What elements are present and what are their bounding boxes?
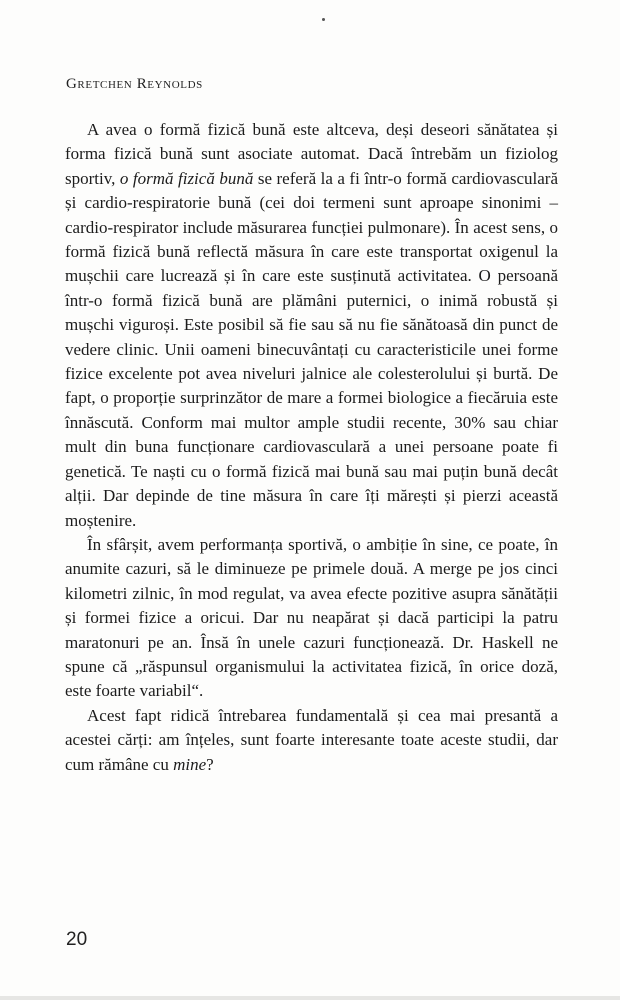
paragraph-2-segment-1: În sfârșit, avem performanța sportivă, o ambiție în sine, ce poate, în anumite cazuri, să le diminueze pe primele două. A merge pe jos cinci kilometri zilnic, în mod regulat, va avea efecte pozitive asupra sănătății și formei fizice a oricui. Dar nu neapărat și dacă participi la patru maratonuri pe an. Însă în unele cazuri funcționează. Dr. Haskell ne spune că „răspunsul organismului la activitatea fizică, în orice doză, este foarte variabil“. (65, 534, 558, 701)
paragraph-3 (65, 704, 558, 777)
paragraph-3-segment-3: ? (206, 754, 214, 774)
page-bottom-edge (0, 996, 620, 1000)
page-number: 20 (66, 929, 88, 950)
page-speck (322, 18, 325, 21)
paragraph-1-segment-3: se referă la a fi într-o formă cardiovasculară și cardio-respiratorie bună (cei doi termeni sunt aproape sinonimi – cardio-respirator include măsurarea funcției pulmonare). În acest sens, o formă fizică bună reflectă măsura în care este transportat oxigenul la mușchii care lucrează și în care este susținută activitatea. O persoană într-o formă fizică bună are plămâni puternici, o inimă robustă și mușchi viguroși. Este posibil să fie sau să nu fie sănătoasă din punct de vedere clinic. Unii oameni binecuvântați cu caracteristicile unei forme fizice excelente pot avea niveluri jalnice ale colesterolului și burtă. De fapt, o proporție surprinzător de mare a formei biologice a fiecăruia este înnăscută. Conform mai multor ample studii recente, 30% sau chiar mult din buna funcționare cardiovasculară a unei persoane poate fi genetică. Te naști cu o formă fizică mai bună sau mai puțin bună decât alții. Dar depinde de tine măsura în care îți mărești și pierzi această moștenire. (65, 168, 558, 530)
paragraph-2 (65, 533, 558, 704)
paragraph-3-segment-1: Acest fapt ridică întrebarea fundamentală și cea mai presantă a acestei cărți: am înțeles, sunt foarte interesante toate aceste studii, dar cum rămâne cu (65, 705, 558, 774)
paragraph-1-segment-1: A avea o formă fizică bună este altceva, deși deseori sănătatea și forma fizică bună sunt asociate automat. Dacă întrebăm un fiziolog sportiv, (65, 120, 558, 188)
body-text (65, 118, 558, 777)
paragraph-3-italic-word: mine (173, 754, 207, 774)
paragraph-1 (65, 118, 558, 533)
running-head-author: Gretchen Reynolds (66, 76, 203, 92)
paragraph-1-italic-term: o formă fizică bună (119, 168, 254, 188)
